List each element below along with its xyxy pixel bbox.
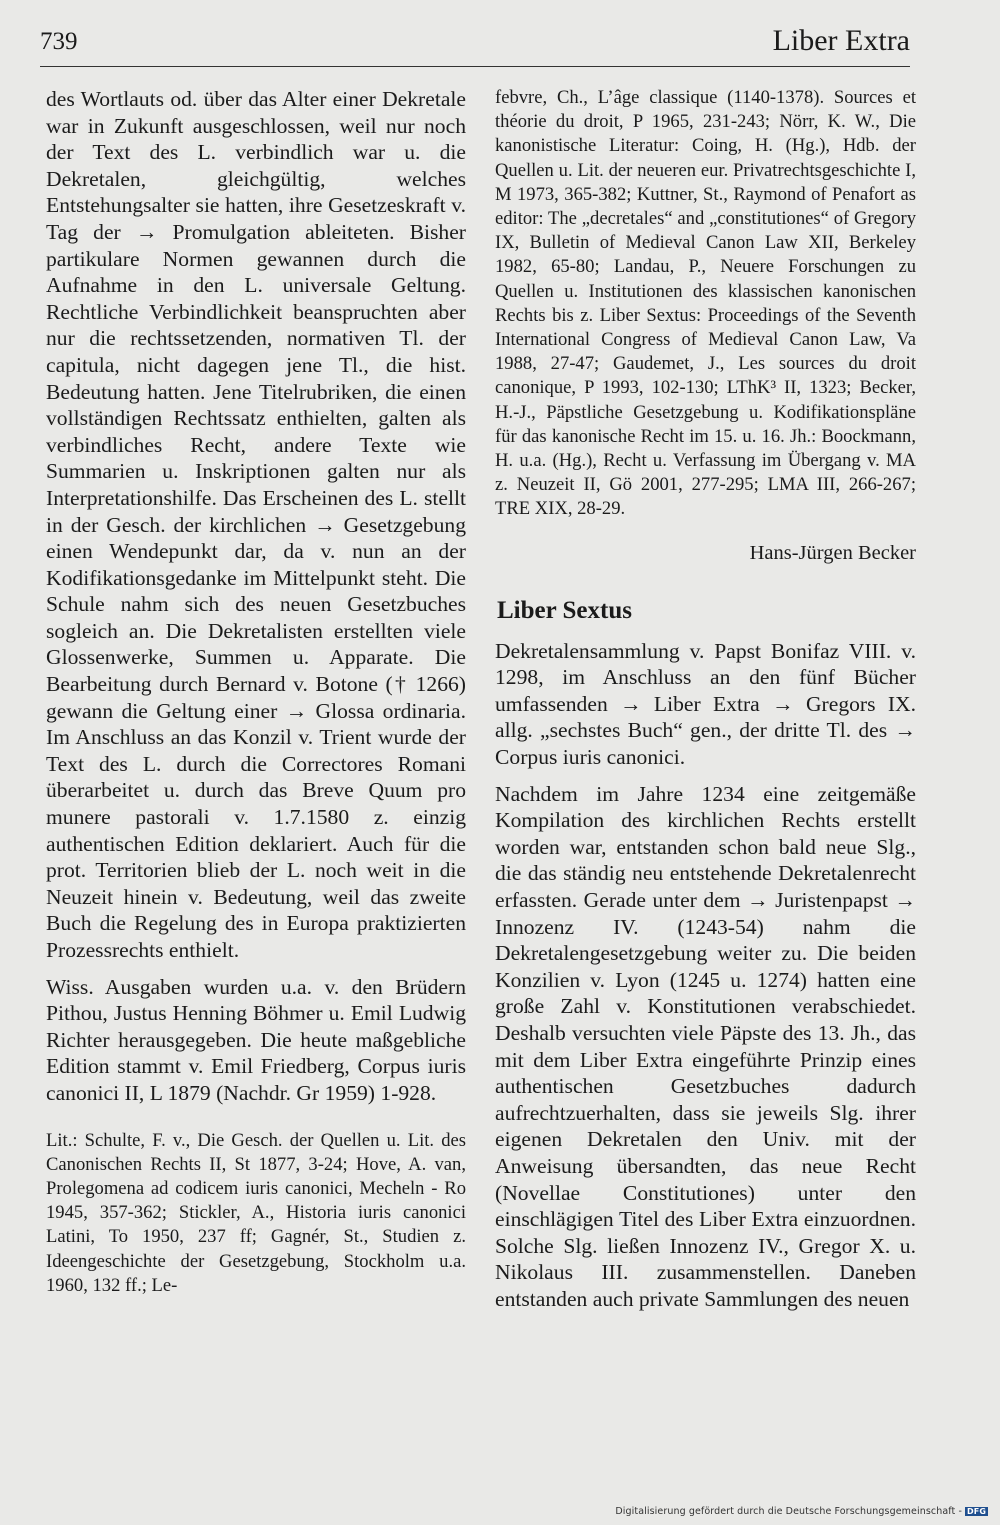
author-signature: Hans-Jürgen Becker	[749, 541, 916, 564]
page-header	[40, 20, 910, 67]
footer-text: Digitalisierung gefördert durch die Deutsche Forschungsgemeinschaft -	[615, 1506, 963, 1517]
dfg-logo: DFG	[967, 1507, 986, 1516]
body-paragraph: Wiss. Ausgaben wurden u.a. v. den Brüdern Pithou, Justus Henning Böhmer u. Emil Ludwig Richter herausgegeben. Die heute maßgebliche Edition stammt v. Emil Friedberg, Corpus iuris canonici II, L 1879 (Nachdr. Gr 1959) 1-928.	[46, 974, 466, 1105]
literature-list-continued: febvre, Ch., L’âge classique (1140-1378). Sources et théorie du droit, P 1965, 231-243; Nörr, K. W., Die kanonistische Literatur: Coing, H. (Hg.), Hdb. der Quellen u. Lit. der neueren eur. Privatrechtsgeschichte I, M 1973, 365-382; Kuttner, St., Raymond of Penafort as editor: The „decretales“ and „constitutiones“ of Gregory IX, Bulletin of Medieval Canon Law XII, Berkeley 1982, 65-80; Landau, P., Neuere Forschungen zu Quellen u. Institutionen des klassischen kanonischen Rechts bis z. Liber Sextus: Proceedings of the Seventh International Congress of Medieval Canon Law, Va 1988, 27-47; Gaudemet, J., Les sources du droit canonique, P 1993, 102-130; LThK³ II, 1323; Becker, H.-J., Päpstliche Gesetzgebung u. Kodifikationspläne für das kanonische Recht im 15. u. 16. Jh.: Boockmann, H. u.a. (Hg.), Recht u. Verfassung im Übergang v. MA z. Neuzeit II, Gö 2001, 277-295; LMA III, 266-267; TRE XIX, 28-29.	[495, 87, 916, 520]
entry-heading: Liber Sextus	[497, 596, 632, 624]
left-column	[46, 86, 466, 1298]
body-paragraph: Dekretalensammlung v. Papst Bonifaz VIII. v. 1298, im Anschluss an den fünf Bücher umfassenden → Liber Extra → Gregors IX. allg. „sechstes Buch“ gen., der dritte Tl. des → Corpus iuris canonici.	[495, 638, 916, 770]
page-number: 739	[40, 28, 78, 55]
body-paragraph: des Wortlauts od. über das Alter einer Dekretale war in Zukunft ausgeschlossen, weil nur noch der Text des L. verbindlich war u. die Dekretalen, gleichgültig, welches Entstehungsalter sie hatten, ihre Gesetzeskraft v. Tag der → Promulgation ableiteten. Bisher partikulare Normen gewannen durch die Aufnahme in den L. universale Geltung. Rechtliche Verbindlichkeit beanspruchten aber nur die rechtssetzenden, normativen Tl. der capitula, nicht dagegen jene Tl., die hist. Bedeutung hatten. Jene Titelrubriken, die einen vollständigen Rechtssatz enthielten, galten als verbindliches Recht, andere Texte wie Summarien u. Inskriptionen galten nur als Interpretationshilfe. Das Erscheinen des L. stellt in der Gesch. der kirchlichen → Gesetzgebung einen Wendepunkt dar, da v. nun an der Kodifikationsgedanke im Mittelpunkt steht. Die Schule nahm sich des neuen Gesetzbuches sogleich an. Die Dekretalisten erstellten viele Glossenwerke, Summen u. Apparate. Die Bearbeitung durch Bernard v. Botone († 1266) gewann die Geltung einer → Glossa ordinaria. Im Anschluss an das Konzil v. Trient wurde der Text des L. durch die Correctores Romani überarbeitet u. durch das Breve Quum pro munere pastorali v. 1.7.1580 z. einzig authentischen Edition deklariert. Auch für die prot. Territorien blieb der L. noch weit in die Neuzeit hinein v. Bedeutung, weil das zweite Buch die Regelung des in Europa praktizierten Prozessrechts enthielt.	[46, 87, 466, 962]
body-paragraph: Nachdem im Jahre 1234 eine zeitgemäße Kompilation des kirchlichen Rechts erstellt worden war, entstanden schon bald neue Slg., die das ständig neu entstehende Dekretalenrecht erfassten. Gerade unter dem → Juristenpapst → Innozenz IV. (1243-54) nahm die Dekretalengesetzgebung weiter zu. Die beiden Konzilien v. Lyon (1245 u. 1274) hatten eine große Zahl v. Konstitutionen verabschiedet. Deshalb versuchten viele Päpste des 13. Jh., das mit dem Liber Extra eingeführte Prinzip eines authentischen Gesetzbuches dadurch aufrechtzuerhalten, dass sie jeweils Slg. ihrer eigenen Dekretalen den Univ. mit der Anweisung übersandten, das neue Recht (Novellae Constitutiones) unter den einschlägigen Titel des Liber Extra einzuordnen. Solche Slg. ließen Innozenz IV., Gregor X. u. Nikolaus III. zusammenstellen. Daneben entstanden auch private Sammlungen des neuen	[495, 781, 916, 1311]
right-column	[495, 86, 916, 1323]
running-title: Liber Extra	[772, 24, 910, 57]
literature-list: Lit.: Schulte, F. v., Die Gesch. der Quellen u. Lit. des Canonischen Rechts II, St 1877, 3-24; Hove, A. van, Prolegomena ad codicem iuris canonici, Mecheln - Ro 1945, 357-362; Stickler, A., Historia iuris canonici Latini, To 1950, 237 ff; Gagnér, St., Studien z. Ideengeschichte der Gesetzgebung, Stockholm u.a. 1960, 132 ff.; Le-	[46, 1129, 466, 1296]
digitization-footer	[615, 1506, 988, 1517]
